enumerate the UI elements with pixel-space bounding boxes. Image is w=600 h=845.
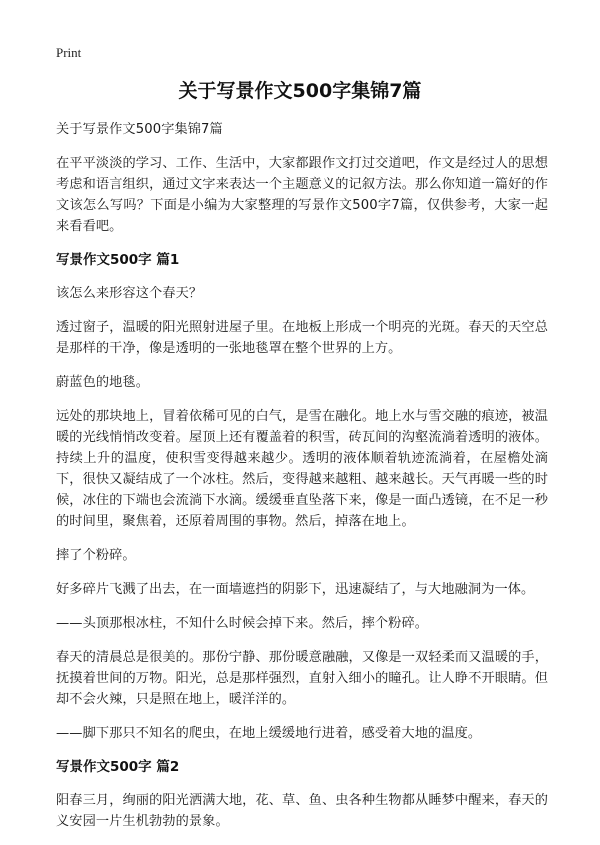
- paragraph: ——头顶那根冰柱，不知什么时候会掉下来。然后，摔个粉碎。: [56, 616, 429, 631]
- paragraph: ——脚下那只不知名的爬虫，在地上缓缓地行进着，感受着大地的温度。: [56, 726, 482, 741]
- paragraph: 蔚蓝色的地毯。: [56, 375, 150, 390]
- paragraph: 好多碎片飞溅了出去，在一面墙遮挡的阴影下，迅速凝结了，与大地融洞为一体。: [56, 582, 535, 597]
- page-title: 关于写景作文500字集锦7篇: [178, 80, 422, 102]
- intro-paragraph: 在平平淡淡的学习、工作、生活中，大家都跟作文打过交道吧，作文是经过人的思想考虑和语言组织，通过文字来表达一个主题意义的记叙方法。那么你知道一篇好的作文该怎么写吗？下面是小编为大家整理的写景作文500字7篇，仅供参考，大家一起来看看吧。: [56, 156, 548, 234]
- paragraph: 该怎么来形容这个春天？: [56, 286, 203, 301]
- section-heading-2: 写景作文500字 篇2: [56, 759, 180, 775]
- document-body: [56, 119, 548, 845]
- paragraph: 摔了个粉碎。: [56, 548, 136, 563]
- paragraph: 春天的清晨总是很美的。那份宁静、那份暖意融融，又像是一双轻柔而又温暖的手，抚摸着世间的万物。阳光，总是那样强烈，直射入细小的瞳孔。让人睁不开眼睛。但却不会火辣，只是照在地上，暖洋洋的。: [56, 650, 548, 707]
- intro-subtitle: 关于写景作文500字集锦7篇: [56, 122, 223, 137]
- section-heading-1: 写景作文500字 篇1: [56, 252, 180, 268]
- paragraph: 阳春三月，绚丽的阳光洒满大地，花、草、鱼、虫各种生物都从睡梦中醒来，春天的义安园一片生机勃勃的景象。: [56, 793, 548, 829]
- print-label: Print: [56, 45, 82, 60]
- paragraph: 透过窗子，温暖的阳光照射进屋子里。在地板上形成一个明亮的光斑。春天的天空总是那样的干净，像是透明的一张地毯罩在整个世界的上方。: [56, 320, 548, 356]
- paragraph: 远处的那块地上，冒着依稀可见的白气，是雪在融化。地上水与雪交融的痕迹，被温暖的光线悄悄改变着。屋顶上还有覆盖着的积雪，砖瓦间的沟壑流淌着透明的液体。持续上升的温度，使积雪变得越来越少。透明的液体顺着轨迹流淌着，在屋檐处滴下，很快又凝结成了一个冰柱。然后，变得越来越粗、越来越长。天气再暖一些的时候，冰住的下端也会流淌下水滴。缓缓垂直坠落下来，像是一面凸透镜，在不足一秒的时间里，聚焦着，还原着周围的事物。然后，掉落在地上。: [56, 409, 548, 529]
